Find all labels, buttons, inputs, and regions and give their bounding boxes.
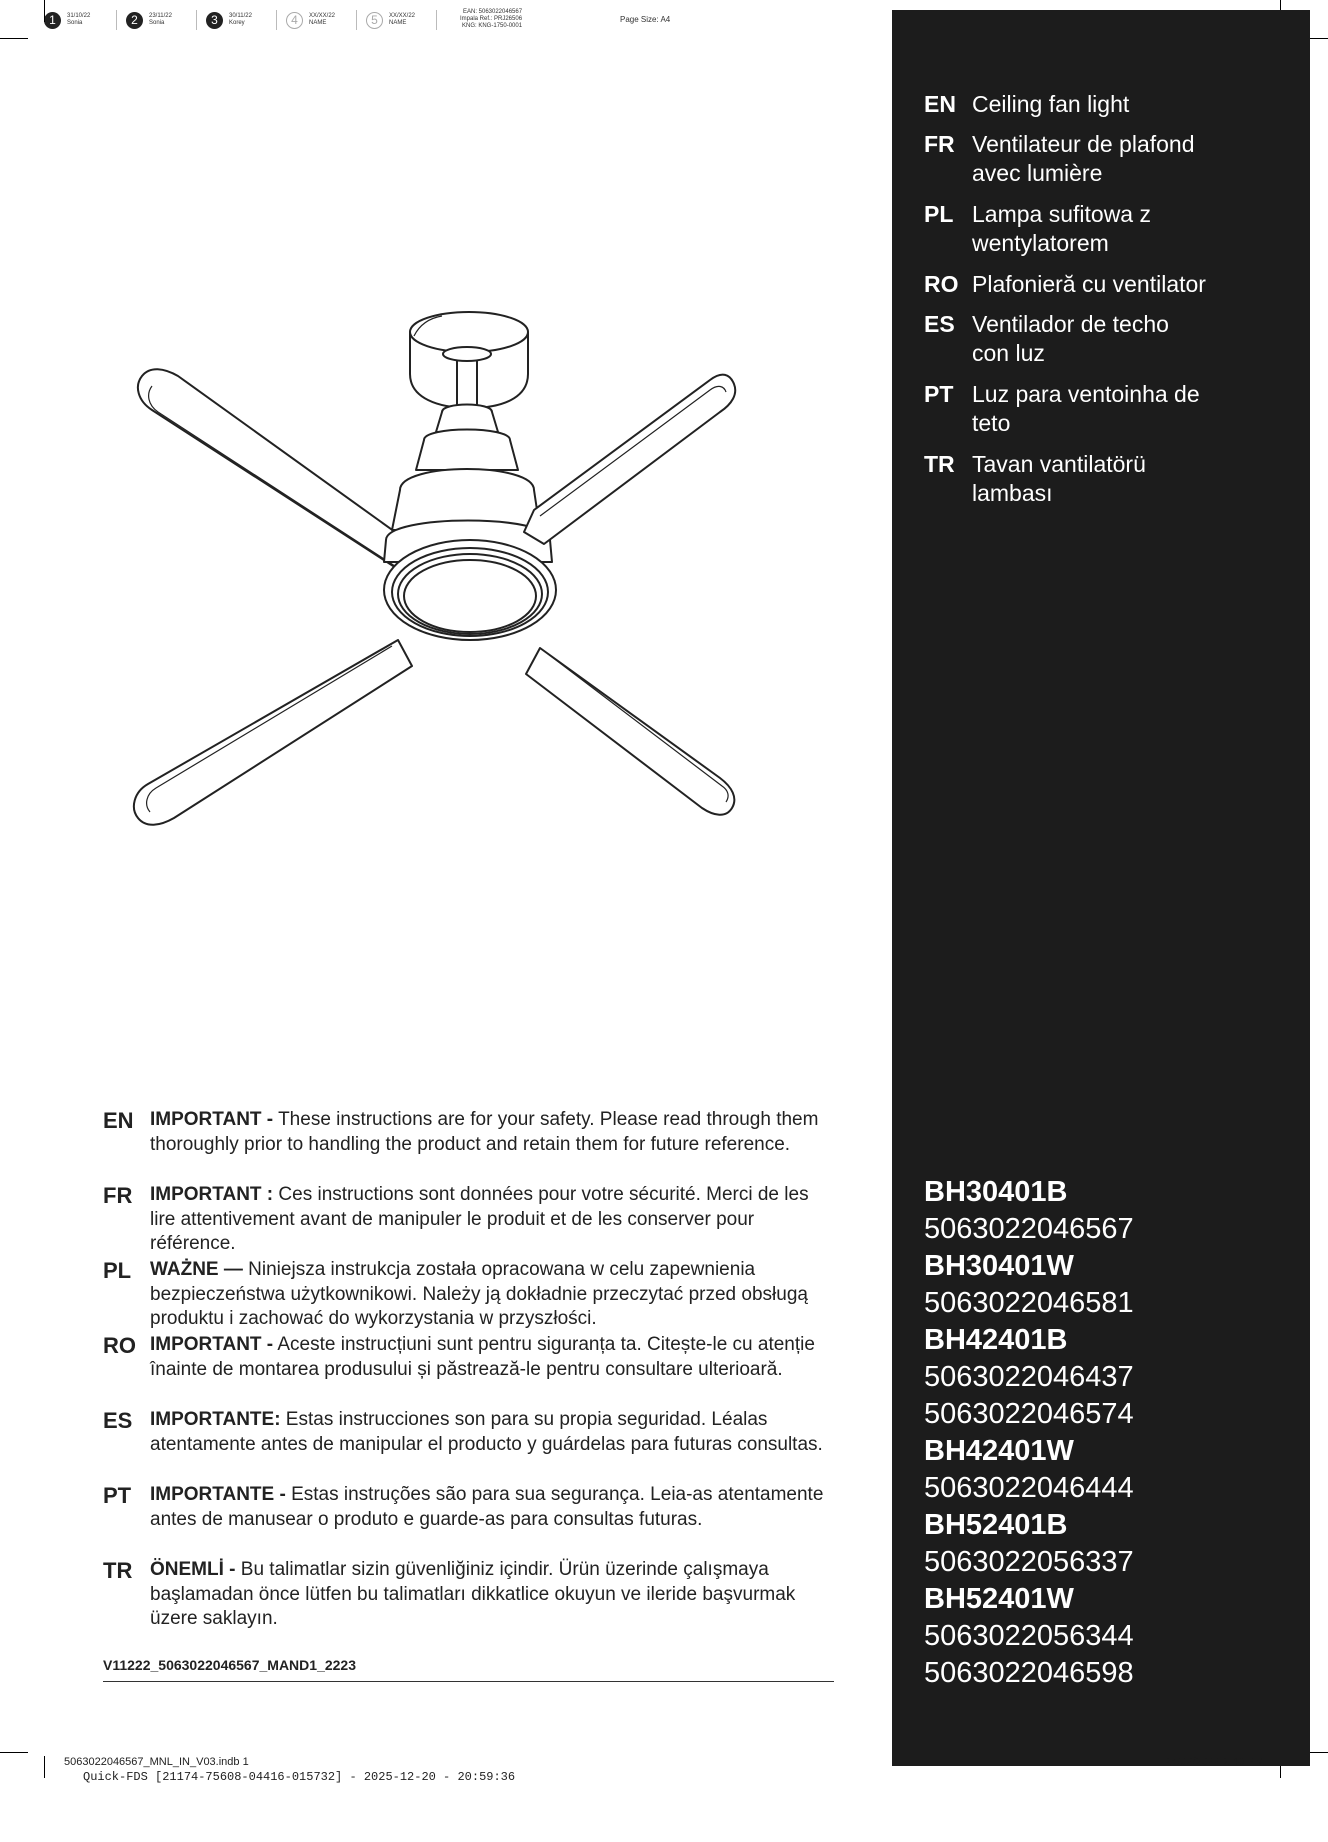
product-title: Plafonieră cu ventilator — [972, 271, 1206, 297]
model-code: BH42401W — [924, 1435, 1074, 1467]
ean-block — [460, 9, 522, 30]
step-date: XX/XX/22 — [389, 13, 416, 19]
ceiling-fan-illustration — [120, 300, 740, 860]
notice-text — [150, 1558, 838, 1632]
model-code: BH52401B — [924, 1509, 1068, 1541]
notice-lead: IMPORTANTE: — [150, 1409, 281, 1430]
divider — [276, 10, 277, 30]
product-code-list — [924, 1174, 1134, 1692]
crop-mark — [44, 1756, 45, 1778]
title-en — [924, 90, 1302, 119]
notice-body: Estas instruções são para sua segurança. Leia-as atentamente antes de manusear o produto e guarde-as para consultas futuras. — [150, 1484, 824, 1530]
language-code: FR — [924, 131, 955, 157]
product-title: Luz para ventoinha de teto — [972, 381, 1200, 436]
step-number: 4 — [286, 12, 303, 29]
footer-filename: 5063022046567_MNL_IN_V03.indb 1 — [64, 1756, 249, 1768]
notice-text — [150, 1483, 838, 1532]
step-number: 5 — [366, 12, 383, 29]
title-tr — [924, 450, 1202, 508]
model-code: BH30401B — [924, 1176, 1068, 1208]
divider — [196, 10, 197, 30]
divider — [116, 10, 117, 30]
ean-code: 5063022046581 — [924, 1287, 1134, 1319]
step-date: XX/XX/22 — [309, 13, 336, 19]
product-title: Ventilador de techo con luz — [972, 311, 1169, 366]
ean: EAN: 5063022046567 — [462, 9, 523, 15]
approval-step-2 — [126, 10, 172, 30]
step-name: Sonia — [149, 20, 165, 26]
notice-en — [103, 1108, 838, 1157]
ean-code: 5063022046598 — [924, 1657, 1134, 1689]
notice-fr — [103, 1183, 838, 1257]
notice-lead: IMPORTANT - — [150, 1334, 274, 1355]
step-number: 3 — [206, 12, 223, 29]
document-reference: V11222_5063022046567_MAND1_2223 — [103, 1657, 356, 1673]
step-name: NAME — [389, 20, 407, 26]
notice-ro — [103, 1333, 838, 1382]
language-code: FR — [103, 1183, 133, 1208]
language-code: RO — [103, 1333, 136, 1358]
notice-body: Niniejsza instrukcja została opracowana w celu zapewnienia bezpieczeństwa użytkownikowi. Należy ją dokładnie przeczytać przed obsługą produktu i zachować do wykorzystania w przyszłości. — [150, 1259, 808, 1329]
divider — [356, 10, 357, 30]
title-ro — [924, 270, 1302, 299]
title-fr — [924, 130, 1232, 188]
step-date: 30/11/22 — [229, 13, 252, 19]
notice-text — [150, 1408, 838, 1457]
ean-code: 5063022046574 — [924, 1398, 1134, 1430]
language-code: TR — [103, 1558, 133, 1583]
step-name: Sonia — [67, 20, 83, 26]
title-pl — [924, 200, 1192, 258]
approval-step-5 — [366, 10, 415, 30]
language-code: TR — [924, 451, 955, 477]
title-pt — [924, 380, 1202, 438]
step-number: 2 — [126, 12, 143, 29]
page-size: Page Size: A4 — [620, 15, 671, 24]
notice-text — [150, 1183, 838, 1257]
notice-pt — [103, 1483, 838, 1532]
crop-mark — [0, 1752, 28, 1753]
approval-step-3 — [206, 10, 252, 30]
language-code: PT — [924, 381, 954, 407]
language-code: ES — [924, 311, 955, 337]
notice-lead: IMPORTANTE - — [150, 1484, 286, 1505]
language-code: ES — [103, 1408, 133, 1433]
notice-text — [150, 1258, 838, 1332]
notice-body: Ces instructions sont données pour votre sécurité. Merci de les lire attentivement avant de manipuler le produit et de les conserver pour référence. — [150, 1184, 809, 1254]
footer-quick-fds: Quick-FDS [21174-75608-04416-015732] - 2025-12-20 - 20:59:36 — [83, 1770, 516, 1784]
language-code: EN — [103, 1108, 134, 1133]
impala-ref: Impala Ref.: PRJ26506 — [460, 16, 523, 22]
product-title: Tavan vantilatörü lambası — [972, 451, 1146, 506]
ean-code: 5063022056337 — [924, 1546, 1134, 1578]
ean-code: 5063022046567 — [924, 1213, 1134, 1245]
kng: KNG: KNG-1750-0001 — [462, 23, 523, 29]
footer-print-date: 24/02/2022 2:40 PM — [1165, 1756, 1265, 1768]
product-title: Ventilateur de plafond avec lumière — [972, 131, 1195, 186]
product-title: Ceiling fan light — [972, 91, 1130, 117]
notice-body: These instructions are for your safety. Please read through them thoroughly prior to handling the product and retain them for future reference. — [150, 1109, 819, 1155]
step-number: 1 — [44, 12, 61, 29]
model-code: BH52401W — [924, 1583, 1074, 1615]
divider — [436, 10, 437, 30]
step-date: 31/10/22 — [67, 13, 91, 19]
language-code: PL — [103, 1258, 132, 1283]
step-name: NAME — [309, 20, 327, 26]
model-code: BH30401W — [924, 1250, 1074, 1282]
ean-code: 5063022056344 — [924, 1620, 1134, 1652]
notice-text — [150, 1108, 838, 1157]
notice-lead: WAŻNE — — [150, 1259, 243, 1280]
crop-mark — [0, 38, 28, 39]
step-name: Korey — [229, 20, 245, 26]
language-code: EN — [924, 91, 956, 117]
notice-body: Estas instrucciones son para su propia seguridad. Léalas atentamente antes de manipular el producto y guárdelas para futuras consultas. — [150, 1409, 823, 1455]
title-es — [924, 310, 1202, 368]
title-panel — [892, 10, 1310, 1766]
language-code: PT — [103, 1483, 132, 1508]
language-code: RO — [924, 271, 959, 297]
notice-pl — [103, 1258, 838, 1332]
notice-body: Aceste instrucțiuni sunt pentru siguranța ta. Citește-le cu atenție înainte de montarea produsului și păstrează-le pentru consultare ulterioară. — [150, 1334, 815, 1380]
ean-code: 5063022046444 — [924, 1472, 1134, 1504]
notice-lead: ÖNEMLİ - — [150, 1559, 236, 1580]
ean-code: 5063022046437 — [924, 1361, 1134, 1393]
notice-lead: IMPORTANT - — [150, 1109, 274, 1130]
language-code: PL — [924, 201, 954, 227]
notice-es — [103, 1408, 838, 1457]
approval-step-1 — [44, 10, 90, 30]
approval-step-4 — [286, 10, 335, 30]
notice-body: Bu talimatlar sizin güvenliğiniz içindir. Ürün üzerinde çalışmaya başlamadan önce lütfen bu talimatları dikkatlice okuyun ve ileride başvurmak üzere saklayın. — [150, 1559, 796, 1629]
notice-lead: IMPORTANT : — [150, 1184, 274, 1205]
step-date: 23/11/22 — [149, 13, 172, 19]
notice-tr — [103, 1558, 838, 1632]
model-code: BH42401B — [924, 1324, 1068, 1356]
product-title: Lampa sufitowa z wentylatorem — [972, 201, 1151, 256]
divider — [103, 1681, 834, 1682]
notice-text — [150, 1333, 838, 1382]
crop-mark — [44, 0, 45, 22]
